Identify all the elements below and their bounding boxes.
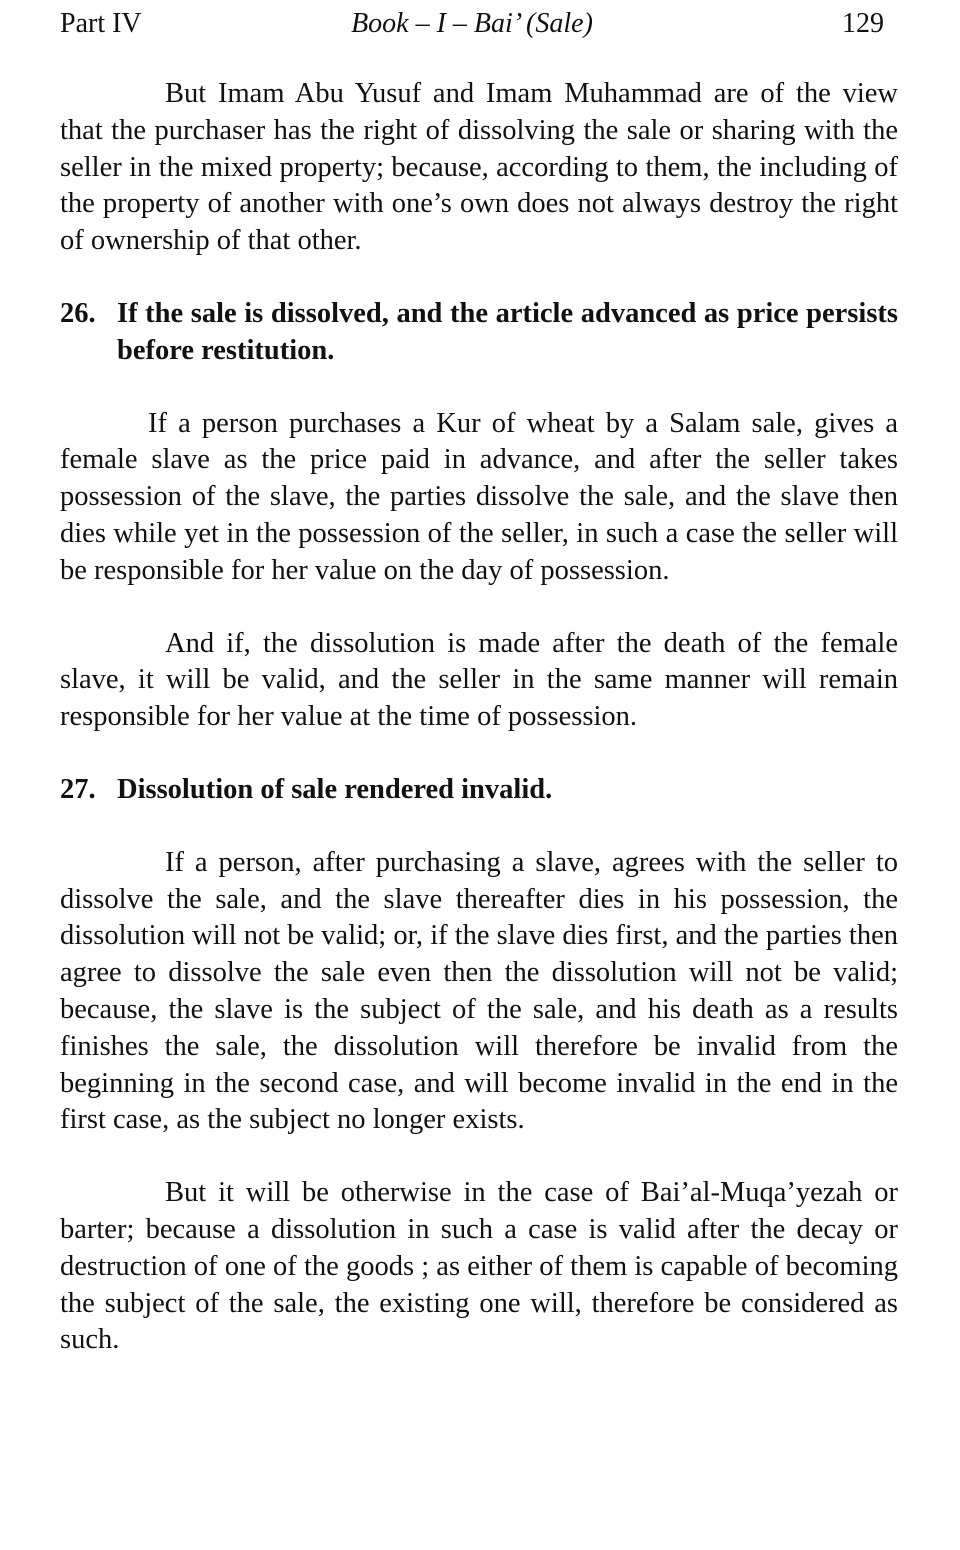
section-title: Dissolution of sale rendered invalid. bbox=[117, 773, 553, 805]
paragraph: But Imam Abu Yusuf and Imam Muhammad are of the view that the purchaser has the right of dissolving the sale or sharing with the seller in the mixed property; because, according to them, the including of the property of another with one’s own does not always destroy the right of ownership of that other. bbox=[60, 78, 898, 257]
section-title: If the sale is dissolved, and the article advanced as price persists before restitution. bbox=[117, 297, 898, 366]
section-number: 26. bbox=[60, 297, 96, 329]
page-body bbox=[60, 76, 898, 1359]
paragraph: If a person purchases a Kur of wheat by a Salam sale, gives a female slave as the price paid in advance, and after the seller takes possession of the slave, the parties dissolve the sale, and the slave then dies while yet in the possession of the seller, in such a case the seller will be responsible for her value on the day of possession. bbox=[60, 407, 898, 586]
section-heading-27 bbox=[60, 772, 898, 809]
section-heading-26 bbox=[60, 296, 898, 370]
book-title: Book – I – Bai’ (Sale) bbox=[351, 8, 593, 39]
paragraph: If a person, after purchasing a slave, agrees with the seller to dissolve the sale, and the slave thereafter dies in his possession, the dissolution will not be valid; or, if the slave dies first, and the parties then agree to dissolve the sale even then the dissolution will not be valid; because, the slave is the subject of the sale, and his death as a results finishes the sale, the dissolution will therefore be invalid from the beginning in the second case, and will become invalid in the end in the first case, as the subject no longer exists. bbox=[60, 846, 898, 1136]
page-header bbox=[60, 4, 884, 44]
paragraph: And if, the dissolution is made after the death of the female slave, it will be valid, and the seller in the same manner will remain responsible for her value at the time of possession. bbox=[60, 627, 898, 733]
paragraph: But it will be otherwise in the case of Bai’al-Muqa’yezah or barter; because a dissolution in such a case is valid after the decay or destruction of one of the goods ; as either of them is capable of becoming the subject of the sale, the existing one will, therefore be considered as such. bbox=[60, 1177, 898, 1356]
part-label: Part IV bbox=[60, 8, 142, 39]
page-number: 129 bbox=[842, 8, 884, 39]
section-number: 27. bbox=[60, 773, 96, 805]
